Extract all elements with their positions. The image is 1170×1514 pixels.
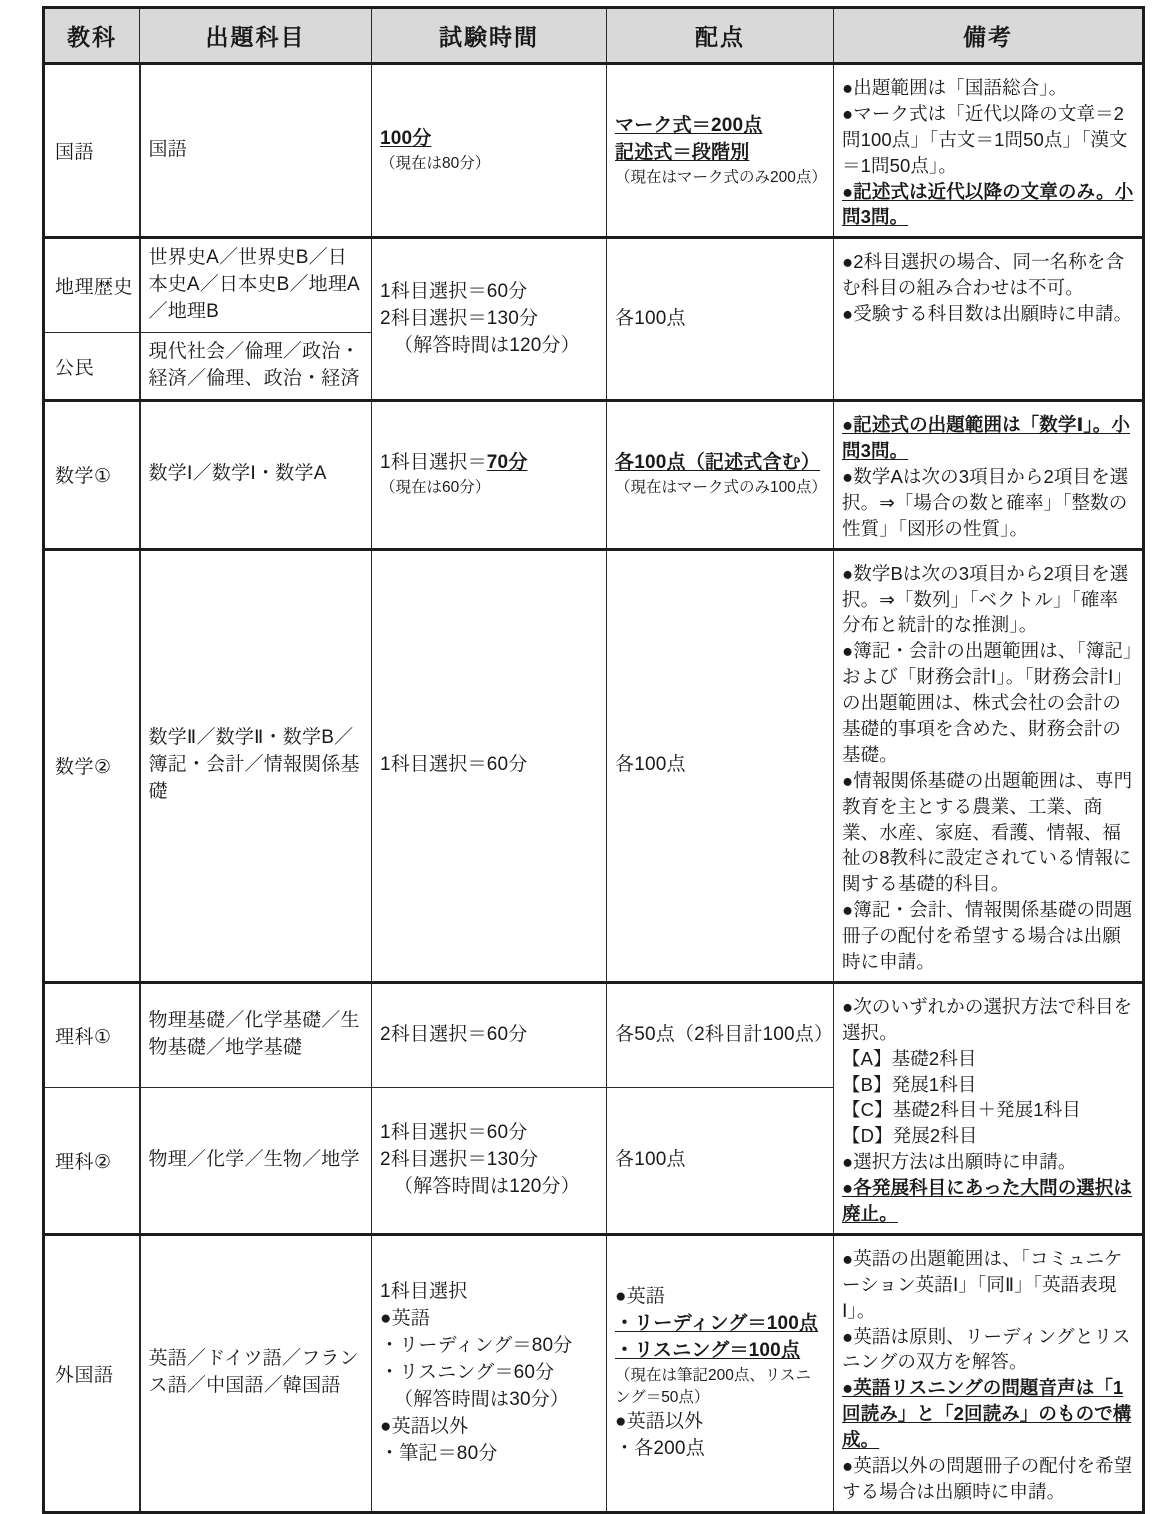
time-line-7: ・筆記＝80分 — [380, 1442, 498, 1464]
cell-points-suugaku2: 各100点 — [607, 549, 834, 982]
time-line1-rika2: 1科目選択＝60分 — [380, 1122, 528, 1143]
note-item: ●次のいずれかの選択方法で科目を選択。 — [842, 995, 1133, 1043]
cell-courses-kokugo: 国語 — [140, 64, 372, 238]
points-line4-gaikokugo: ●英語以外 — [615, 1410, 704, 1432]
column-header-points: 配点 — [607, 8, 834, 64]
note-item: 【A】基礎2科目 — [842, 1047, 977, 1069]
cell-points-suugaku1 — [607, 401, 834, 549]
time-sub-suugaku1: （現在は60分） — [380, 479, 491, 497]
cell-time-suugaku2: 1科目選択＝60分 — [372, 549, 607, 982]
column-header-courses: 出題科目 — [140, 8, 372, 64]
table-row-kokugo — [44, 64, 1144, 238]
cell-notes-gaikokugo — [834, 1234, 1144, 1512]
table-row-rika1 — [44, 982, 1144, 1087]
points-line1-gaikokugo: ●英語 — [615, 1285, 666, 1307]
time-line1-shakai: 1科目選択＝60分 — [380, 280, 528, 302]
time-line3-rika2: （解答時間は120分） — [394, 1175, 580, 1197]
cell-subject-suugaku2: 数学② — [44, 549, 140, 982]
points-line2-kokugo: 記述式＝段階別 — [615, 141, 750, 163]
cell-time-rika1: 2科目選択＝60分 — [372, 982, 607, 1087]
notes-block-rika — [842, 994, 1134, 1227]
header-row — [44, 8, 1144, 64]
exam-subjects-table — [42, 6, 1145, 1514]
table-row-gaikokugo — [44, 1234, 1144, 1512]
note-item: ●数学Bは次の3項目から2項目を選択。⇒「数列」「ベクトル」「確率分布と統計的な推測」。 — [842, 562, 1129, 636]
note-item: ●簿記・会計の出題範囲は、「簿記」および「財務会計Ⅰ」。「財務会計Ⅰ」の出題範囲は、株式会社の会計の基礎的事項を含めた、財務会計の基礎。 — [842, 640, 1133, 765]
note-item: ●受験する科目数は出願時に申請。 — [842, 303, 1133, 325]
notes-block-gaikokugo — [842, 1246, 1134, 1505]
cell-notes-shakai — [834, 238, 1144, 401]
note-item: ●マーク式は「近代以降の文章＝2問100点」「古文＝1問50点」「漢文＝1問50点」。 — [842, 102, 1128, 176]
notes-block-kokugo — [842, 75, 1134, 230]
note-item: ●簿記・会計、情報関係基礎の問題冊子の配付を希望する場合は出願時に申請。 — [842, 899, 1133, 972]
time-line-6: ●英語以外 — [380, 1415, 469, 1437]
cell-points-rika2: 各100点 — [607, 1088, 834, 1235]
cell-points-kokugo — [607, 64, 834, 238]
time-prefix-suugaku1: 1科目選択＝ — [380, 452, 487, 474]
cell-notes-rika — [834, 982, 1144, 1234]
notes-block-suugaku1 — [842, 412, 1134, 541]
cell-subject-rika1: 理科① — [44, 982, 140, 1087]
cell-courses-rika2: 物理／化学／生物／地学 — [140, 1088, 372, 1235]
time-line-3: ・リーディング＝80分 — [380, 1334, 573, 1356]
points-line1-kokugo: マーク式＝200点 — [615, 114, 763, 136]
table-row-suugaku1 — [44, 401, 1144, 549]
time-line-5: （解答時間は30分） — [394, 1388, 570, 1410]
note-item: ●数学Aは次の3項目から2項目を選択。⇒「場合の数と確率」「整数の性質」「図形の性質」。 — [842, 465, 1129, 539]
note-item-emphasized: ●英語リスニングの問題音声は「1回読み」と「2回読み」のもので構成。 — [842, 1377, 1132, 1451]
cell-points-rika1: 各50点（2科目計100点） — [607, 982, 834, 1087]
table-row-chirirekishi — [44, 238, 1144, 333]
note-item: 【B】発展1科目 — [842, 1073, 977, 1095]
note-item: ●英語の出題範囲は、「コミュニケーション英語Ⅰ」「同Ⅱ」「英語表現Ⅰ」。 — [842, 1247, 1123, 1321]
table-body — [44, 64, 1144, 1513]
cell-notes-suugaku1 — [834, 401, 1144, 549]
note-item: ●出題範囲は「国語総合」。 — [842, 77, 1068, 98]
cell-subject-gaikokugo: 外国語 — [44, 1234, 140, 1512]
note-item: 【C】基礎2科目＋発展1科目 — [842, 1099, 1081, 1121]
cell-time-suugaku1 — [372, 401, 607, 549]
cell-courses-gaikokugo: 英語／ドイツ語／フランス語／中国語／韓国語 — [140, 1234, 372, 1512]
note-item-emphasized: ●記述式は近代以降の文章のみ。小問3問。 — [842, 180, 1134, 228]
note-item-emphasized: ●記述式の出題範囲は「数学Ⅰ」。小問3問。 — [842, 414, 1131, 462]
cell-courses-koumin: 現代社会／倫理／政治・経済／倫理、政治・経済 — [140, 333, 372, 401]
note-item-emphasized: ●各発展科目にあった大問の選択は廃止。 — [842, 1177, 1133, 1225]
cell-time-shakai — [372, 238, 607, 401]
table-header — [44, 8, 1144, 64]
time-line-1: 1科目選択 — [380, 1280, 468, 1302]
cell-time-gaikokugo — [372, 1234, 607, 1512]
cell-subject-kokugo: 国語 — [44, 64, 140, 238]
cell-courses-rika1: 物理基礎／化学基礎／生物基礎／地学基礎 — [140, 982, 372, 1087]
cell-courses-suugaku2: 数学Ⅱ／数学Ⅱ・数学B／簿記・会計／情報関係基礎 — [140, 549, 372, 982]
time-line2-rika2: 2科目選択＝130分 — [380, 1148, 539, 1170]
note-item: ●2科目選択の場合、同一名称を含む科目の組み合わせは不可。 — [842, 251, 1125, 299]
time-line-4: ・リスニング＝60分 — [380, 1361, 555, 1383]
points-main-suugaku1: 各100点（記述式含む） — [615, 452, 821, 474]
column-header-subject: 教科 — [44, 8, 140, 64]
time-line3-shakai: （解答時間は120分） — [394, 334, 580, 356]
column-header-notes: 備考 — [834, 8, 1144, 64]
note-item: ●選択方法は出願時に申請。 — [842, 1151, 1077, 1173]
note-item: ●英語は原則、リーディングとリスニングの双方を解答。 — [842, 1325, 1131, 1373]
cell-subject-chirirekishi: 地理歴史 — [44, 238, 140, 333]
points-sub-kokugo: （現在はマーク式のみ200点） — [615, 168, 827, 186]
column-header-time: 試験時間 — [372, 8, 607, 64]
cell-notes-suugaku2 — [834, 549, 1144, 982]
points-line5-gaikokugo: ・各200点 — [615, 1437, 705, 1459]
cell-subject-suugaku1: 数学① — [44, 401, 140, 549]
time-line-2: ●英語 — [380, 1307, 431, 1329]
notes-block-suugaku2 — [842, 561, 1134, 975]
cell-points-shakai: 各100点 — [607, 238, 834, 401]
notes-block-shakai — [842, 249, 1134, 327]
time-line2-shakai: 2科目選択＝130分 — [380, 307, 539, 329]
cell-courses-suugaku1: 数学Ⅰ／数学Ⅰ・数学A — [140, 401, 372, 549]
time-emphasis-suugaku1: 70分 — [486, 452, 528, 474]
cell-subject-rika2: 理科② — [44, 1088, 140, 1235]
time-main-kokugo: 100分 — [380, 128, 432, 150]
points-sub-gaikokugo: （現在は筆記200点、リスニング＝50点） — [615, 1366, 812, 1406]
cell-subject-koumin: 公民 — [44, 333, 140, 401]
points-emphasis-reading: ・リーディング＝100点 — [615, 1312, 819, 1334]
time-sub-kokugo: （現在は80分） — [380, 155, 491, 173]
points-emphasis-listening: ・リスニング＝100点 — [615, 1339, 801, 1361]
cell-time-kokugo — [372, 64, 607, 238]
table-row-suugaku2 — [44, 549, 1144, 982]
note-item: ●情報関係基礎の出題範囲は、専門教育を主とする農業、工業、商業、水産、家庭、看護、情報、福祉の8教科に設定されている情報に関する基礎的科目。 — [842, 769, 1133, 895]
cell-notes-kokugo — [834, 64, 1144, 238]
cell-time-rika2 — [372, 1088, 607, 1235]
time-main-suugaku1 — [380, 450, 598, 477]
cell-points-gaikokugo — [607, 1234, 834, 1512]
cell-courses-chirirekishi: 世界史A／世界史B／日本史A／日本史B／地理A／地理B — [140, 238, 372, 333]
note-item: 【D】発展2科目 — [842, 1125, 978, 1147]
points-sub-suugaku1: （現在はマーク式のみ100点） — [615, 479, 827, 497]
note-item: ●英語以外の問題冊子の配付を希望する場合は出願時に申請。 — [842, 1455, 1133, 1502]
